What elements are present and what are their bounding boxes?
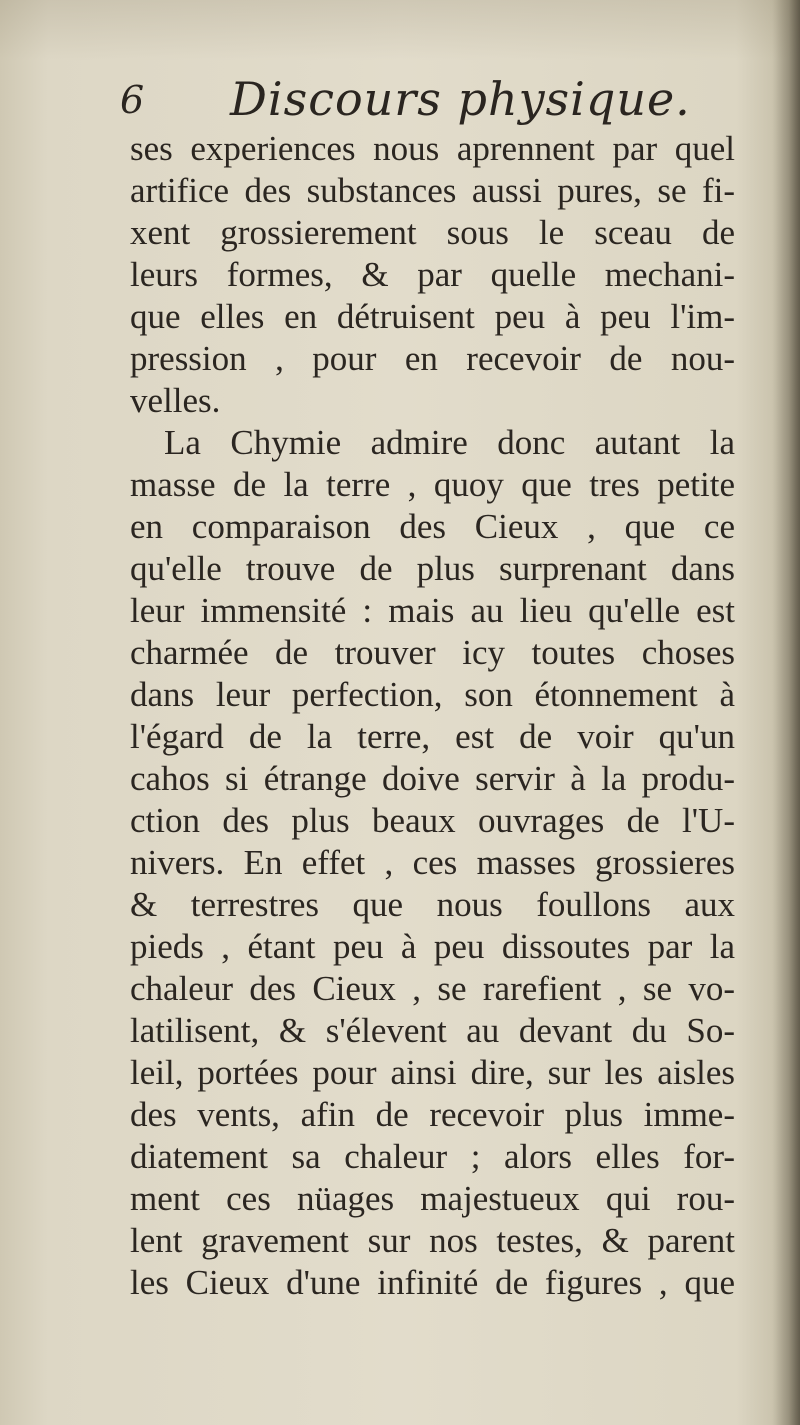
text-line: pression , pour en recevoir de nou- <box>130 339 735 378</box>
page-number: 6 <box>120 78 145 122</box>
text-line: xent grossierement sous le sceau de <box>130 213 735 252</box>
text-line: des vents, afin de recevoir plus imme- <box>130 1095 735 1134</box>
text-line: dans leur perfection, son étonnement à <box>130 675 735 714</box>
text-line: diatement sa chaleur ; alors elles for- <box>130 1137 735 1176</box>
text-line: en comparaison des Cieux , que ce <box>130 507 735 546</box>
running-head: Discours physique. <box>230 72 691 126</box>
page-gutter-shadow <box>772 0 800 1425</box>
text-line: latilisent, & s'élevent au devant du So- <box>130 1011 735 1050</box>
text-line: les Cieux d'une infinité de figures , que <box>130 1263 735 1302</box>
text-line: masse de la terre , quoy que tres petite <box>130 465 735 504</box>
text-line: pieds , étant peu à peu dissoutes par la <box>130 927 735 966</box>
text-line: chaleur des Cieux , se rarefient , se vo- <box>130 969 735 1008</box>
text-line: ment ces nüages majestueux qui rou- <box>130 1179 735 1218</box>
text-line: l'égard de la terre, est de voir qu'un <box>130 717 735 756</box>
text-line: leil, portées pour ainsi dire, sur les aisles <box>130 1053 735 1092</box>
text-line: & terrestres que nous foullons aux <box>130 885 735 924</box>
text-line: que elles en détruisent peu à peu l'im- <box>130 297 735 336</box>
text-line: nivers. En effet , ces masses grossieres <box>130 843 735 882</box>
text-line: leurs formes, & par quelle mechani- <box>130 255 735 294</box>
text-line: cahos si étrange doive servir à la produ- <box>130 759 735 798</box>
text-line: velles. <box>130 381 221 420</box>
page-header <box>120 72 740 132</box>
text-line: artifice des substances aussi pures, se fi- <box>130 171 735 210</box>
body-text <box>130 128 735 1304</box>
text-line: lent gravement sur nos testes, & parent <box>130 1221 735 1260</box>
text-line: ses experiences nous aprennent par quel <box>130 129 735 168</box>
paragraph-start-line: La Chymie admire donc autant la <box>164 423 735 462</box>
text-line: ction des plus beaux ouvrages de l'U- <box>130 801 735 840</box>
text-line: leur immensité : mais au lieu qu'elle est <box>130 591 735 630</box>
text-line: charmée de trouver icy toutes choses <box>130 633 735 672</box>
text-line: qu'elle trouve de plus surprenant dans <box>130 549 735 588</box>
